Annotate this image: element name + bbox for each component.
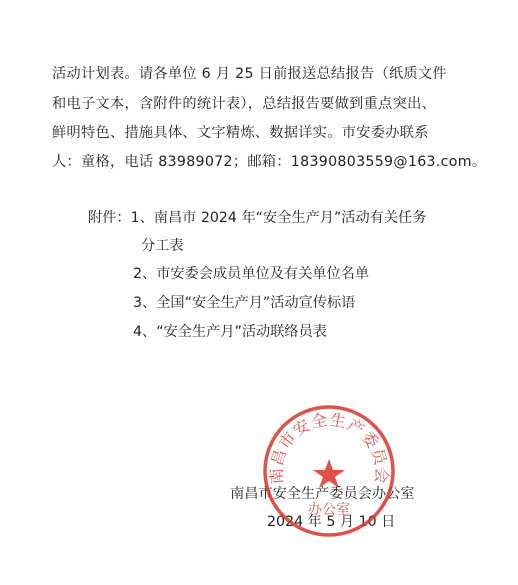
body-text-line: 和电子文本，含附件的统计表），总结报告要做到重点突出、 xyxy=(52,96,437,112)
attachment-item-4: 4、“安全生产月”活动联络员表 xyxy=(133,324,327,340)
body-text-line: 人：童格，电话 83989072；邮箱：18390803559@163.com。 xyxy=(52,154,487,170)
svg-text:办公室: 办公室 xyxy=(308,502,350,518)
attachment-item-1: 附件：1、南昌市 2024 年“安全生产月”活动有关任务 xyxy=(88,210,427,226)
signature-organization: 南昌市安全生产委员会办公室 xyxy=(230,486,415,502)
official-seal-stamp xyxy=(260,402,398,540)
svg-text:南昌市安全生产委员会: 南昌市安全生产委员会 xyxy=(266,409,392,485)
attachment-item-2: 2、市安委会成员单位及有关单位名单 xyxy=(133,266,370,282)
body-text-line: 鲜明特色、措施具体、文字精炼、数据详实。市安委办联系 xyxy=(52,125,429,141)
signature-date: 2024 年 5 月 10 日 xyxy=(267,514,396,530)
attachment-item-1-continued: 分工表 xyxy=(141,238,184,254)
body-text-line: 活动计划表。请各单位 6 月 25 日前报送总结报告（纸质文件 xyxy=(52,66,447,82)
attachment-item-3: 3、全国“安全生产月”活动宣传标语 xyxy=(133,295,356,311)
